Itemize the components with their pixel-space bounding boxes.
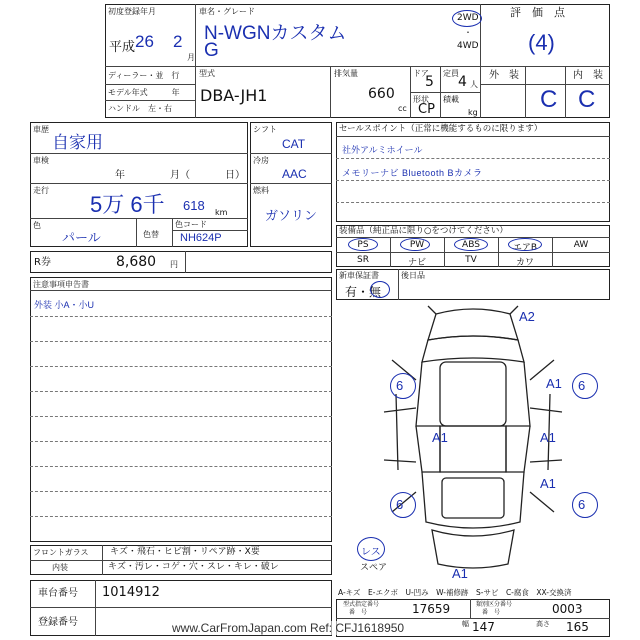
equip-ps-circle	[348, 238, 378, 251]
equip-navi: ナビ	[407, 258, 426, 268]
equip-tv: TV	[465, 255, 477, 265]
car-grade: G	[204, 40, 219, 61]
vehicle-no-value: 1014912	[102, 585, 160, 600]
inspection-year: 年	[115, 170, 125, 181]
ac-value: AAC	[282, 167, 307, 181]
mark-a2: A2	[519, 309, 535, 324]
ext-label: 外 装	[489, 70, 519, 81]
spec-v4: 165	[566, 620, 589, 634]
mark-a1-rear: A1	[452, 566, 468, 581]
ext-grade: C	[540, 86, 558, 113]
circle-6-fr	[572, 373, 598, 399]
sales-line-1: 社外アルミホイール	[342, 145, 423, 155]
displacement-label: 排気量	[334, 69, 358, 78]
color-label: 色	[33, 221, 41, 230]
color-code-label: 色コード	[175, 220, 207, 229]
equip-pw: PW	[409, 240, 425, 250]
drive-4wd: 4WD	[457, 41, 479, 51]
doors-value: 5	[425, 74, 434, 90]
spec-v3: 147	[472, 620, 495, 634]
equip-airbag: エアB	[512, 243, 538, 253]
mark-6-rl: 6	[396, 497, 404, 512]
watermark: www.CarFromJapan.com Ref: CFJ1618950	[172, 621, 405, 635]
first-reg-label: 初度登録年月	[108, 7, 156, 16]
handle-label: ハンドル 左・右	[108, 104, 172, 113]
fuel-label: 燃料	[253, 186, 269, 195]
mark-6-fl: 6	[396, 378, 404, 393]
dealer-label: ディーラー・並 行	[108, 71, 180, 80]
mark-6-fr: 6	[578, 378, 586, 393]
inspection-month: 月（	[170, 170, 190, 181]
model-value: DBA-JH1	[200, 86, 268, 105]
equipment-label: 装備品（純正品に限り○をつけてください）	[339, 226, 508, 236]
shift-value: CAT	[282, 137, 306, 151]
spec-l1: 型式指定番号	[343, 601, 380, 608]
circle-6-fl	[390, 373, 416, 399]
displacement-value: 660	[368, 86, 395, 102]
equip-sr: SR	[357, 255, 369, 265]
capacity-value: 4	[458, 74, 467, 90]
fuel-value: ガソリン	[265, 208, 318, 223]
equip-ps: PS	[357, 240, 369, 250]
warranty-value: 有・無	[345, 285, 382, 299]
spec-width-label: 幅	[462, 620, 469, 628]
shift-label: シフト	[253, 125, 277, 134]
color-value: パール	[62, 230, 101, 245]
r-price-value: 8,680	[116, 254, 157, 270]
int-label: 内 装	[573, 70, 603, 81]
mileage-unit: km	[215, 208, 228, 217]
mark-a1-left: A1	[432, 430, 448, 445]
spec-l2: 類別区分番号	[476, 601, 513, 608]
front-glass-text: キズ・飛石・ヒビ割・リペア跡・X要	[110, 547, 260, 557]
spec-l1b: 番 号	[349, 609, 368, 616]
car-name: N-WGNカスタム	[204, 23, 347, 44]
shape-label: 形状	[413, 95, 429, 104]
first-reg-era: 平成	[109, 40, 136, 55]
damage-legend: A-キズ E-エクボ U-凹み W-補修跡 S-サビ C-腐食 XX-交換済	[338, 588, 572, 597]
load-unit: kg	[468, 108, 478, 117]
notes-label: 注意事項申告書	[33, 280, 89, 289]
capacity-label: 定員	[443, 69, 459, 78]
circle-6-rl	[390, 492, 416, 518]
spare-label: スペア	[360, 563, 388, 573]
rear-seat-label: 後日品	[401, 271, 425, 280]
mark-6-rr: 6	[578, 497, 586, 512]
spec-l2b: 番 号	[482, 609, 501, 616]
circle-6-rr	[572, 492, 598, 518]
drive-dot: ・	[464, 28, 472, 37]
vehicle-no-label: 車台番号	[38, 588, 78, 599]
sales-label: セールスポイント（正常に機能するものに限ります）	[339, 124, 543, 134]
spec-v1: 17659	[412, 602, 451, 616]
first-reg-month-unit: 月	[187, 53, 195, 62]
int-grade: C	[578, 86, 596, 113]
first-reg-year: 26	[135, 32, 154, 51]
score-label: 評 価 点	[510, 6, 565, 19]
mark-a1-fr: A1	[546, 376, 562, 391]
drive-2wd: 2WD	[457, 13, 479, 23]
equip-abs-circle	[454, 238, 488, 251]
mark-a1-right: A1	[540, 430, 556, 445]
model-year-label: モデル年式 年	[108, 88, 180, 97]
color-code: NH624P	[180, 232, 222, 244]
sales-line-2: メモリーナビ Bluetooth Bカメラ	[342, 168, 483, 178]
equip-pw-circle	[400, 238, 430, 251]
shape-value: CP	[418, 102, 435, 117]
score-value: (4)	[528, 30, 555, 55]
model-label: 型式	[199, 69, 215, 78]
spare-resu: レス	[361, 547, 381, 558]
mileage-value: 5万 6千	[90, 192, 165, 217]
r-price-label: R券	[34, 257, 51, 268]
inspection-day: 日）	[225, 170, 245, 181]
warranty-circle	[370, 281, 390, 298]
displacement-unit: cc	[398, 104, 407, 113]
reg-no-label: 登録番号	[38, 617, 78, 628]
equip-airbag-circle	[508, 238, 542, 251]
ac-label: 冷房	[253, 156, 269, 165]
inspection-label: 車検	[33, 156, 49, 165]
car-name-label: 車名・グレード	[199, 7, 255, 16]
mileage-sub: 618	[183, 198, 205, 213]
front-glass-label: フロントガラス	[33, 548, 89, 557]
mileage-label: 走行	[33, 186, 49, 195]
spec-height-label: 高さ	[536, 620, 550, 628]
equip-aw: AW	[573, 240, 589, 250]
mark-a1-rr: A1	[540, 476, 556, 491]
first-reg-month: 2	[173, 32, 183, 51]
usage-label: 車歴	[33, 125, 49, 134]
r-price-unit: 円	[170, 260, 178, 269]
warranty-label: 新車保証書	[339, 271, 379, 280]
spec-v2: 0003	[552, 602, 583, 616]
r-price-box	[30, 251, 332, 273]
equip-abs: ABS	[462, 240, 480, 250]
usage-value: 自家用	[52, 133, 103, 152]
color-change-label: 色替	[143, 230, 159, 239]
equip-leather: カワ	[515, 258, 534, 268]
interior-text: キズ・汚レ・コゲ・穴・スレ・キレ・破レ	[108, 562, 279, 572]
notes-line-1: 外装 小A・小U	[34, 300, 95, 310]
doors-label: ドア	[413, 69, 429, 78]
capacity-unit: 人	[470, 80, 478, 89]
interior-label: 内装	[52, 563, 68, 572]
load-label: 積載	[443, 95, 459, 104]
